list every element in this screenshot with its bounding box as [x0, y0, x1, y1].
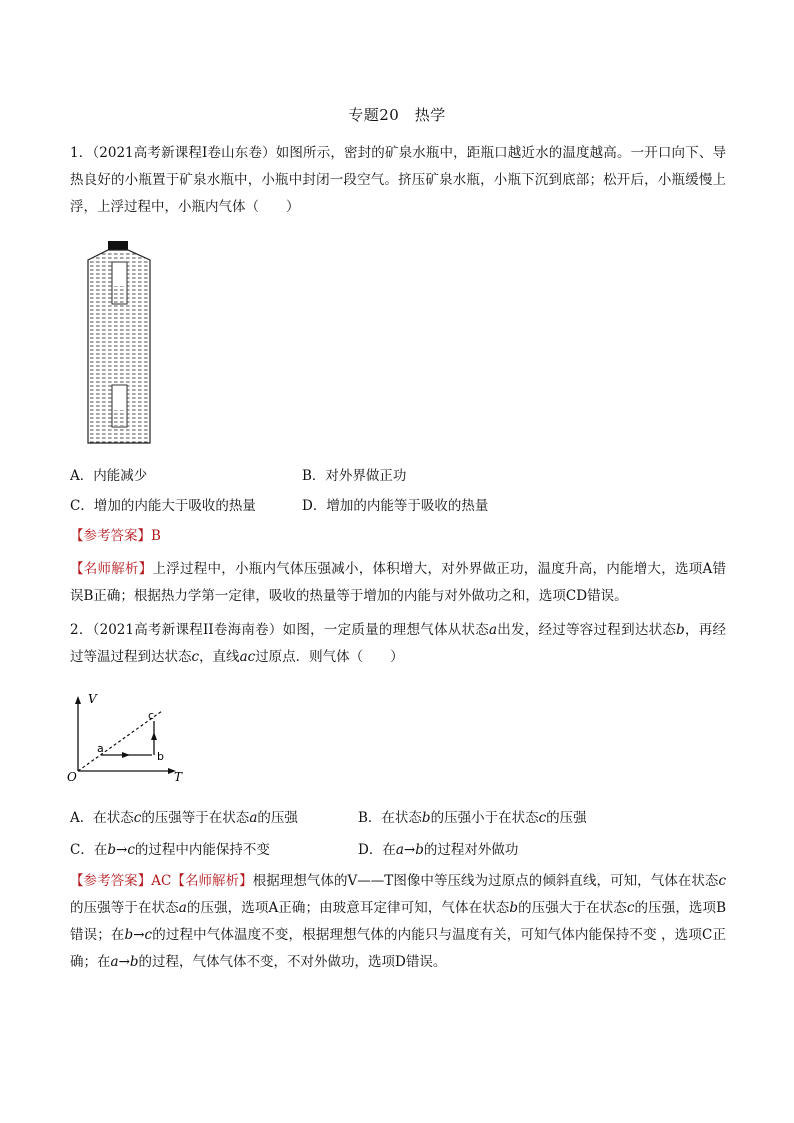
analysis-label: 【名师解析】 [171, 873, 253, 889]
bottle-figure [84, 240, 156, 446]
q2-option-a: A．在状态c的压强等于在状态a的压强 [70, 810, 298, 826]
point-a-label: a [97, 742, 104, 755]
answer-label: 【参考答案】 [70, 528, 151, 544]
vt-graph [66, 690, 196, 782]
q1-option-c: C．增加的内能大于吸收的热量 [70, 498, 256, 514]
page-title: 专题20 热学 [348, 106, 446, 124]
q1-option-a: A．内能减少 [70, 468, 148, 484]
q2-stem: 2．（2021高考新课程II卷海南卷）如图，一定质量的理想气体从状态a出发，经过等容过程到达状态b，再经过等温过程到达状态c，直线ac过原点．则气体（ ） [70, 622, 727, 665]
q1-stem: 1．（2021高考新课程I卷山东卷）如图所示，密封的矿泉水瓶中，距瓶口越近水的温度越高。一开口向下、导热良好的小瓶置于矿泉水瓶中，小瓶中封闭一段空气。挤压矿泉水瓶，小瓶下沉到底部；松开后，小瓶缓慢上浮，上浮过程中，小瓶内气体（ ） [70, 145, 726, 215]
v-axis-label: V [88, 692, 97, 706]
arrow-a-b-icon [122, 752, 130, 758]
q1-answer [70, 526, 161, 546]
answer-label: 【参考答案】 [70, 873, 152, 889]
analysis-label: 【名师解析】 [70, 561, 153, 577]
q2-option-c: C．在b→c的过程中内能保持不变 [70, 842, 270, 858]
t-axis-label: T [174, 770, 183, 782]
q2-answer-analysis: 【参考答案】AC【名师解析】根据理想气体的V——T图像中等压线为过原点的倾斜直线，可知，气体在状态c的压强等于在状态a的压强，选项A正确；由玻意耳定律可知，气体在状态b的压强大于在状态c的压强，选项B错误；在b→c的过程中气体温度不变，根据理想气体的内能只与温度有关，可知气体内能保持不变 ，选项C正确；在a→b的过程，气体气体不变，不对外做功，选项D错误。 [70, 873, 727, 970]
arrow-b-c-icon [151, 732, 157, 740]
point-c-label: c [148, 709, 155, 722]
analysis-text: 上浮过程中，小瓶内气体压强减小，体积增大，对外界做正功，温度升高，内能增大，选项A错误B正确；根据热力学第一定律，吸收的热量等于增加的内能与对外做功之和，选项CD错误。 [70, 561, 726, 604]
q2-option-b: B．在状态b的压强小于在状态c的压强 [358, 810, 587, 826]
q1-analysis [70, 556, 726, 610]
v-axis-arrow-icon [75, 696, 81, 704]
q2-option-d: D．在a→b的过程对外做功 [358, 842, 519, 858]
bottle-cap-icon [108, 241, 128, 250]
origin-label: O [67, 770, 77, 782]
q1-option-b: B．对外界做正功 [302, 468, 407, 484]
q1-option-d: D．增加的内能等于吸收的热量 [302, 498, 489, 514]
answer-value: AC [151, 873, 172, 889]
answer-value: B [151, 528, 161, 544]
point-b-label: b [157, 750, 164, 763]
